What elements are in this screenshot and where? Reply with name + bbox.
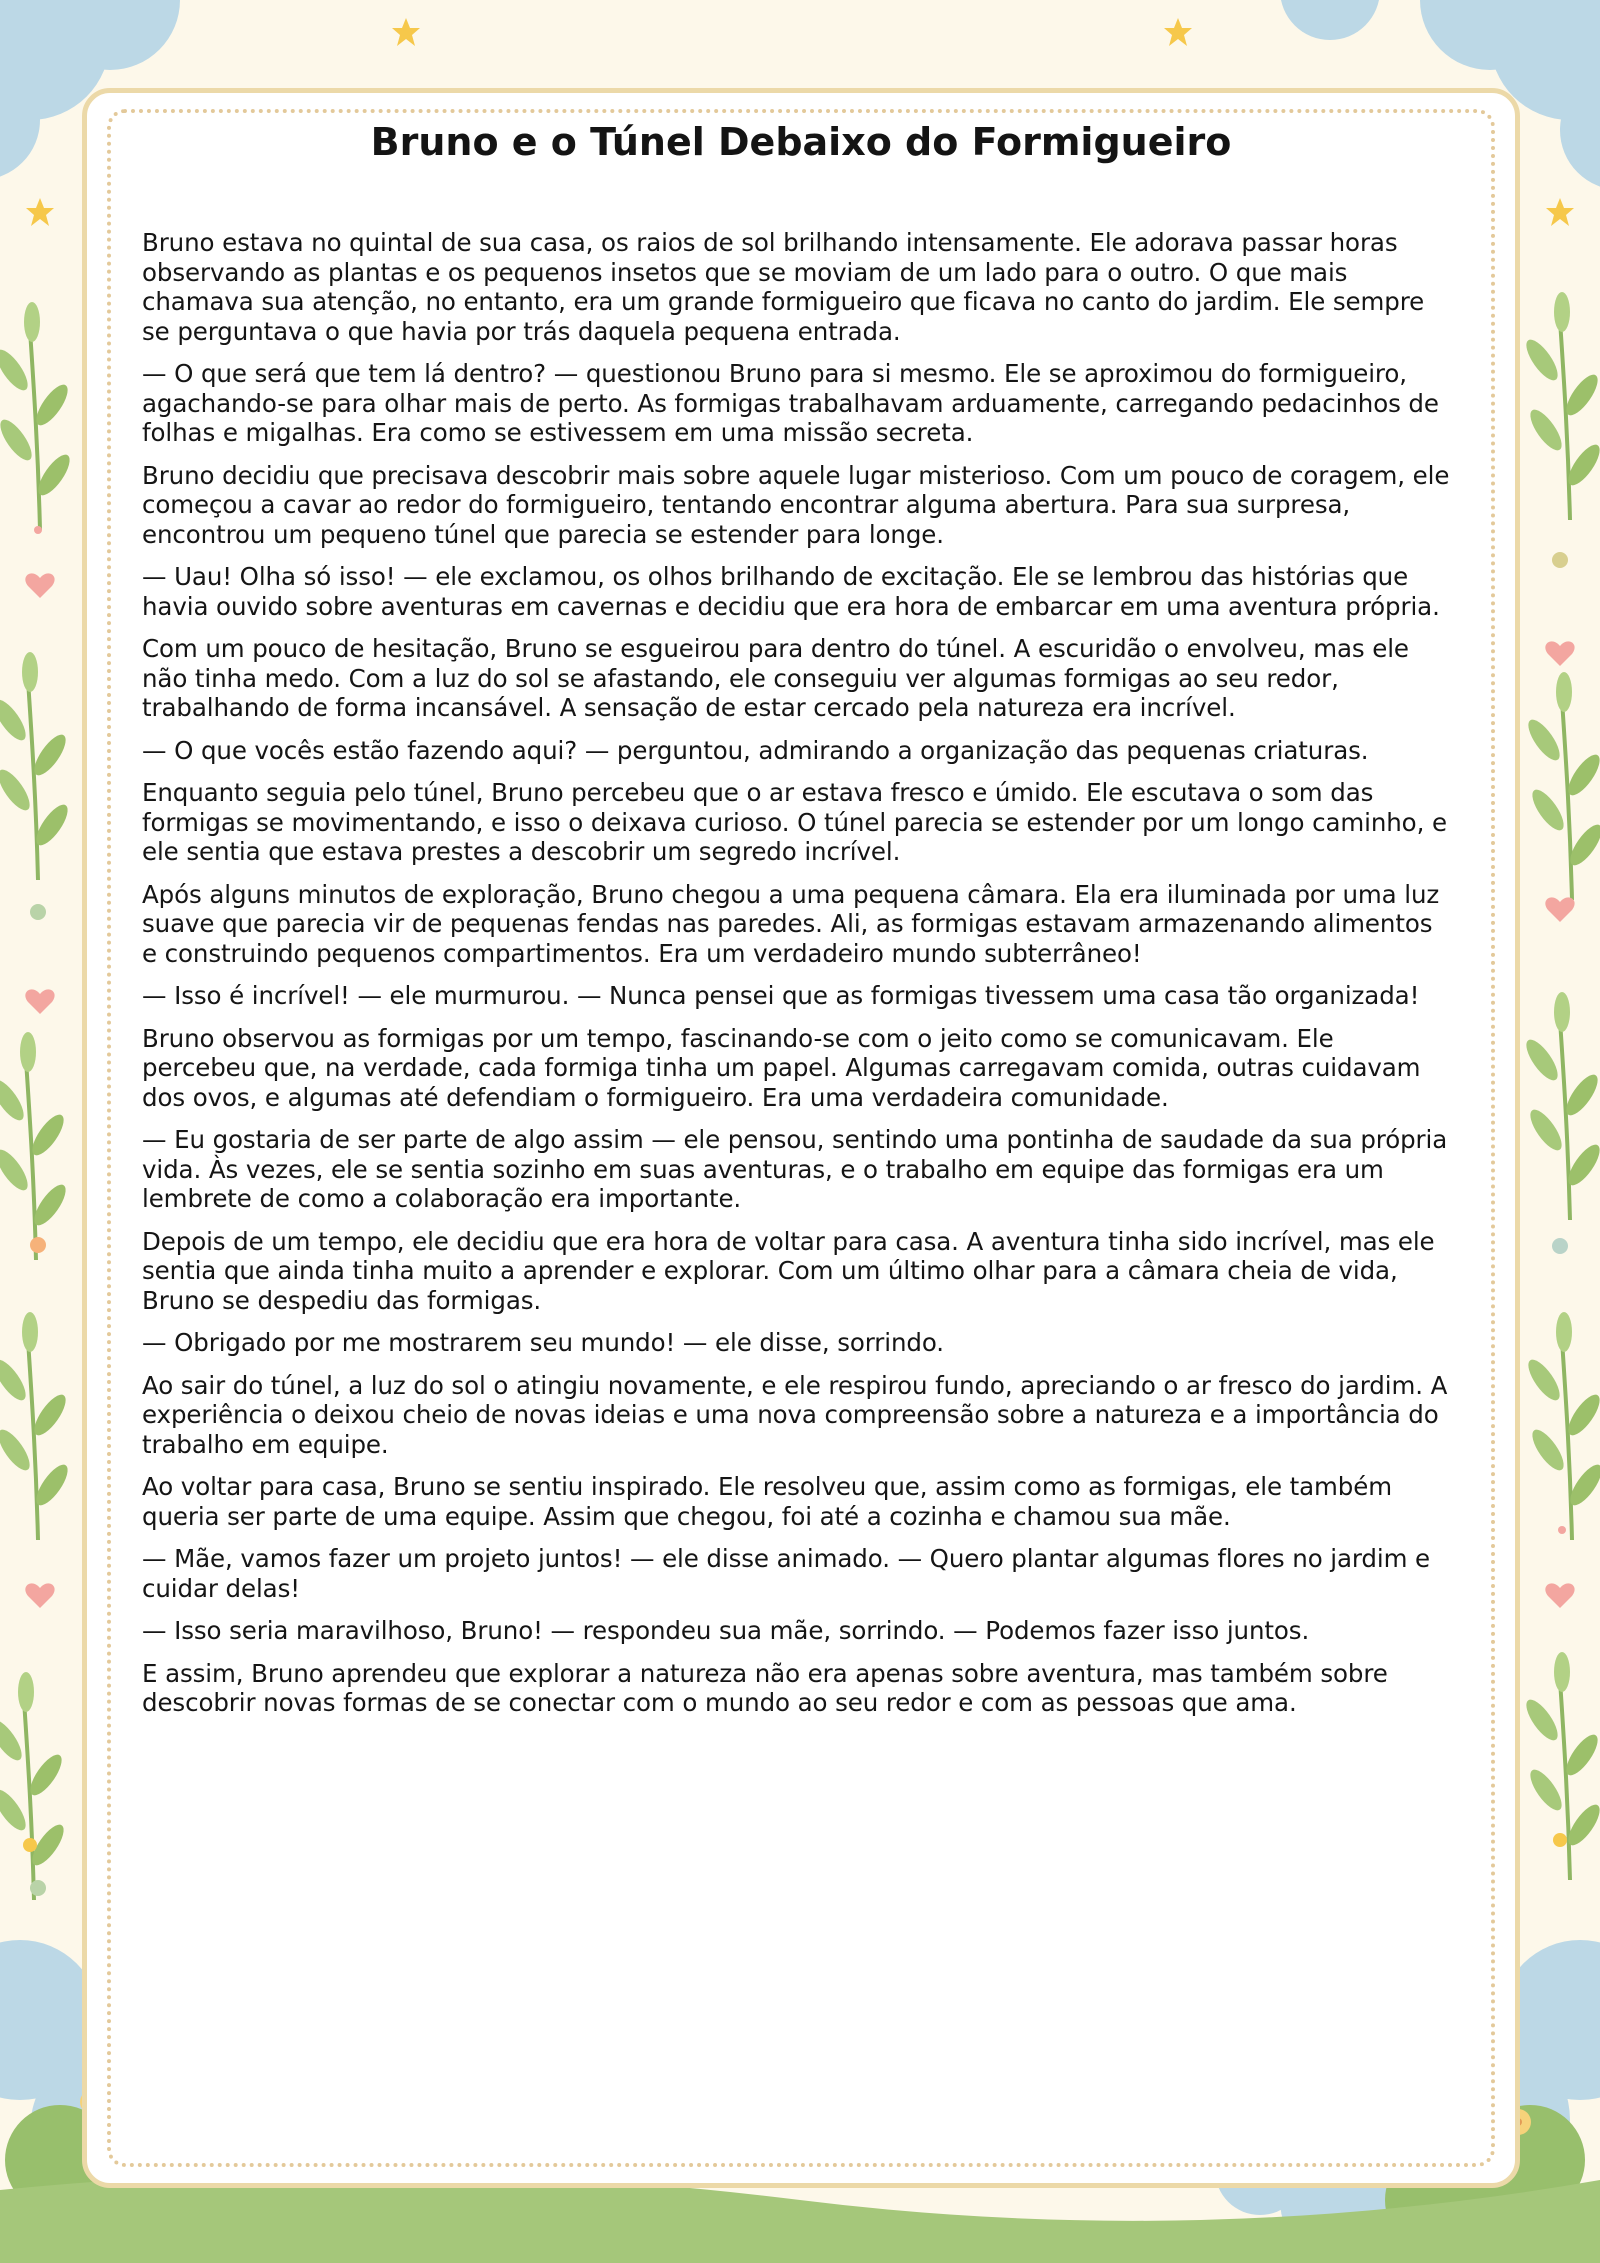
heart-icon xyxy=(1545,897,1574,922)
story-paragraph: Depois de um tempo, ele decidiu que era hora de voltar para casa. A aventura tinha sido incrível, mas ele sentia que ainda tinha muito a aprender e explorar. Com um último olhar para a câmara cheia de vida, Bruno se despediu das formigas. xyxy=(142,1226,1435,1315)
heart-icon xyxy=(1545,1583,1574,1608)
story-paragraph: Com um pouco de hesitação, Bruno se esgueirou para dentro do túnel. A escuridão o envolveu, mas ele não tinha medo. Com a luz do sol se afastando, ele conseguiu ver algumas formigas ao seu redor, trabalhando de forma incansável. A sensação de estar cercado pela natureza era incrível. xyxy=(142,634,1409,722)
story-paragraph: Ao sair do túnel, a luz do sol o atingiu novamente, e ele respirou fundo, apreciando o ar fresco do jardim. A experiência o deixou cheio de novas ideias e uma nova compreensão sobre a natureza e a importância do trabalho em equipe. xyxy=(142,1370,1448,1459)
story-paragraph: — Obrigado por me mostrarem seu mundo! — ele disse, sorrindo. xyxy=(142,1328,944,1357)
leaf-sprig-icon xyxy=(1523,1312,1600,1540)
heart-icon xyxy=(25,573,54,598)
story-paragraph: — O que será que tem lá dentro? — questionou Bruno para si mesmo. Ele se aproximou do formigueiro, agachando-se para olhar mais de perto. As formigas trabalhavam arduamente, carregando pedacinhos de folhas e migalhas. Era como se estivessem em uma missão secreta. xyxy=(142,359,1439,447)
story-paragraph: — Uau! Olha só isso! — ele exclamou, os olhos brilhando de excitação. Ele se lembrou das histórias que havia ouvido sobre aventuras em cavernas e decidiu que era hora de embarcar em uma aventura própria. xyxy=(142,562,1440,621)
leaf-sprig-icon xyxy=(0,1032,71,1260)
story-body xyxy=(142,228,1452,1731)
leaf-sprig-icon xyxy=(1521,992,1600,1220)
story-paragraph: — O que vocês estão fazendo aqui? — perguntou, admirando a organização das pequenas criaturas. xyxy=(142,735,1369,765)
story-title: Bruno e o Túnel Debaixo do Formigueiro xyxy=(370,120,1232,164)
leaf-sprig-icon xyxy=(0,302,75,530)
leaf-sprig-icon xyxy=(0,1672,69,1900)
story-paragraph: — Isso é incrível! — ele murmurou. — Nunca pensei que as formigas tivessem uma casa tão organizada! xyxy=(142,981,1420,1010)
story-paragraph: Bruno decidiu que precisava descobrir mais sobre aquele lugar misterioso. Com um pouco de coragem, ele começou a cavar ao redor do formigueiro, tentando encontrar alguma abertura. Para sua surpresa, encontrou um pequeno túnel que parecia se estender para longe. xyxy=(142,460,1450,549)
heart-icon xyxy=(25,1583,54,1608)
star-icon xyxy=(392,18,420,46)
story-paragraph: — Eu gostaria de ser parte de algo assim — ele pensou, sentindo uma pontinha de saudade da sua própria vida. Às vezes, ele se sentia sozinho em suas aventuras, e o trabalho em equipe das formigas era um lembrete de como a colaboração era importante. xyxy=(142,1125,1448,1213)
leaf-sprig-icon xyxy=(1523,672,1600,900)
star-icon xyxy=(1164,18,1192,46)
star-icon xyxy=(26,198,54,226)
story-paragraph: Ao voltar para casa, Bruno se sentiu inspirado. Ele resolveu que, assim como as formigas, ele também queria ser parte de uma equipe. Assim que chegou, foi até a cozinha e chamou sua mãe. xyxy=(142,1472,1392,1531)
heart-icon xyxy=(1545,641,1574,666)
leaf-sprig-icon xyxy=(1521,292,1600,520)
story-paragraph: — Mãe, vamos fazer um projeto juntos! — ele disse animado. — Quero plantar algumas flores no jardim e cuidar delas! xyxy=(142,1544,1431,1603)
leaf-sprig-icon xyxy=(0,652,73,880)
story-paragraph: Bruno observou as formigas por um tempo, fascinando-se com o jeito como se comunicavam. Ele percebeu que, na verdade, cada formiga tinha um papel. Algumas carregavam comida, outras cuidavam dos ovos, e algumas até defendiam o formigueiro. Era uma verdadeira comunidade. xyxy=(142,1023,1421,1112)
story-paragraph: E assim, Bruno aprendeu que explorar a natureza não era apenas sobre aventura, mas também sobre descobrir novas formas de se conectar com o mundo ao seu redor e com as pessoas que ama. xyxy=(142,1658,1388,1717)
story-paragraph: — Isso seria maravilhoso, Bruno! — respondeu sua mãe, sorrindo. — Podemos fazer isso juntos. xyxy=(142,1616,1310,1645)
story-paragraph: Após alguns minutos de exploração, Bruno chegou a uma pequena câmara. Ela era iluminada por uma luz suave que parecia vir de pequenas fendas nas paredes. Ali, as formigas estavam armazenando alimentos e construindo pequenos compartimentos. Era um verdadeiro mundo subterrâneo! xyxy=(142,879,1440,968)
leaf-sprig-icon xyxy=(0,1312,73,1540)
heart-icon xyxy=(25,989,54,1014)
star-icon xyxy=(1546,198,1574,226)
story-paragraph: Enquanto seguia pelo túnel, Bruno percebeu que o ar estava fresco e úmido. Ele escutava o som das formigas se movimentando, e isso o deixava curioso. O túnel parecia se estender por um longo caminho, e ele sentia que estava prestes a descobrir um segredo incrível. xyxy=(142,778,1447,866)
story-paragraph: Bruno estava no quintal de sua casa, os raios de sol brilhando intensamente. Ele adorava passar horas observando as plantas e os pequenos insetos que se moviam de um lado para o outro. O que mais chamava sua atenção, no entanto, era um grande formigueiro que ficava no canto do jardim. Ele sempre se perguntava o que havia por trás daquela pequena entrada. xyxy=(142,228,1425,346)
